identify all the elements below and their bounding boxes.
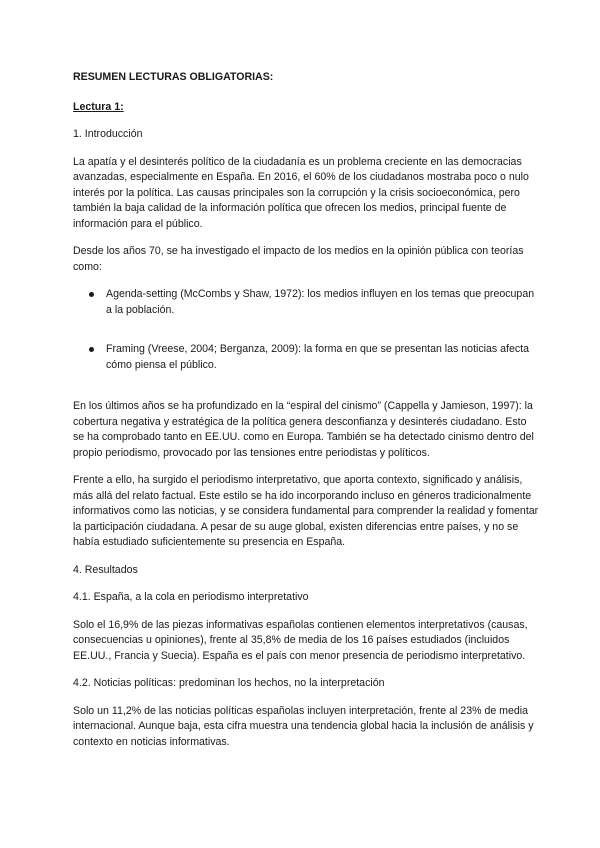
paragraph: Frente a ello, ha surgido el periodismo interpretativo, que aporta contexto, significado y análisis, más allá del relato factual. Este estilo se ha ido incorporando incluso en géneros tradicionalmente informativos como las noticias, y se considera fundamental para comprender la realidad y fomentar la participación ciudadana. A pesar de su auge global, existen diferencias entre países, y no se había estudiado suficientemente su presencia en España. <box>73 474 539 548</box>
bullet-icon <box>89 292 94 297</box>
document-title: RESUMEN LECTURAS OBLIGATORIAS: <box>73 71 274 83</box>
list-item-text: Framing (Vreese, 2004; Berganza, 2009): la forma en que se presentan las noticias afecta cómo piensa el público. <box>106 343 530 371</box>
list-item <box>73 342 540 373</box>
subsection-heading: 4.1. España, a la cola en periodismo interpretativo <box>73 591 309 603</box>
results-heading: 4. Resultados <box>73 563 138 576</box>
bullet-icon <box>89 347 94 352</box>
list-item <box>73 287 540 318</box>
paragraph: En los últimos años se ha profundizado en la “espiral del cinismo” (Cappella y Jamieson, 1997): la cobertura negativa y estratégica de la política genera desconfianza y desinterés ciudadano. Esto se ha comprobado tanto en EE.UU. como en Europa. También se ha detectado cinismo dentro del propio periodismo, provocado por las tensiones entre periodistas y políticos. <box>73 400 534 459</box>
paragraph: La apatía y el desinterés político de la ciudadanía es un problema creciente en las democracias avanzadas, especialmente en España. En 2016, el 60% de los ciudadanos mostraba poco o nulo interés por la política. Las causas principales son la corrupción y la crisis socioeconómica, pero también la baja calidad de la información política que ofrecen los medios, principal fuente de información para el público. <box>73 155 529 230</box>
theory-list <box>73 287 540 373</box>
paragraph: Solo el 16,9% de las piezas informativas españolas contienen elementos interpretativos (causas, consecuencias u opiniones), frente al 35,8% de media de los 16 países estudiados (incluidos EE.UU., Francia y Suecia). España es el país con menor presencia de periodismo interpretativo. <box>73 618 528 662</box>
paragraph: Desde los años 70, se ha investigado el impacto de los medios en la opinión pública con teorías como: <box>73 245 524 273</box>
intro-heading: 1. Introducción <box>73 128 143 140</box>
subsection-heading: 4.2. Noticias políticas: predominan los hechos, no la interpretación <box>73 677 385 689</box>
lectura-heading: Lectura 1: <box>73 100 124 113</box>
paragraph: Solo un 11,2% de las noticias políticas españolas incluyen interpretación, frente al 23% de media internacional. Aunque baja, esta cifra muestra una tendencia global hacia la inclusión de análisis y contexto en noticias informativas. <box>73 704 534 748</box>
list-item-text: Agenda-setting (McCombs y Shaw, 1972): los medios influyen en los temas que preocupan a la población. <box>106 288 535 316</box>
